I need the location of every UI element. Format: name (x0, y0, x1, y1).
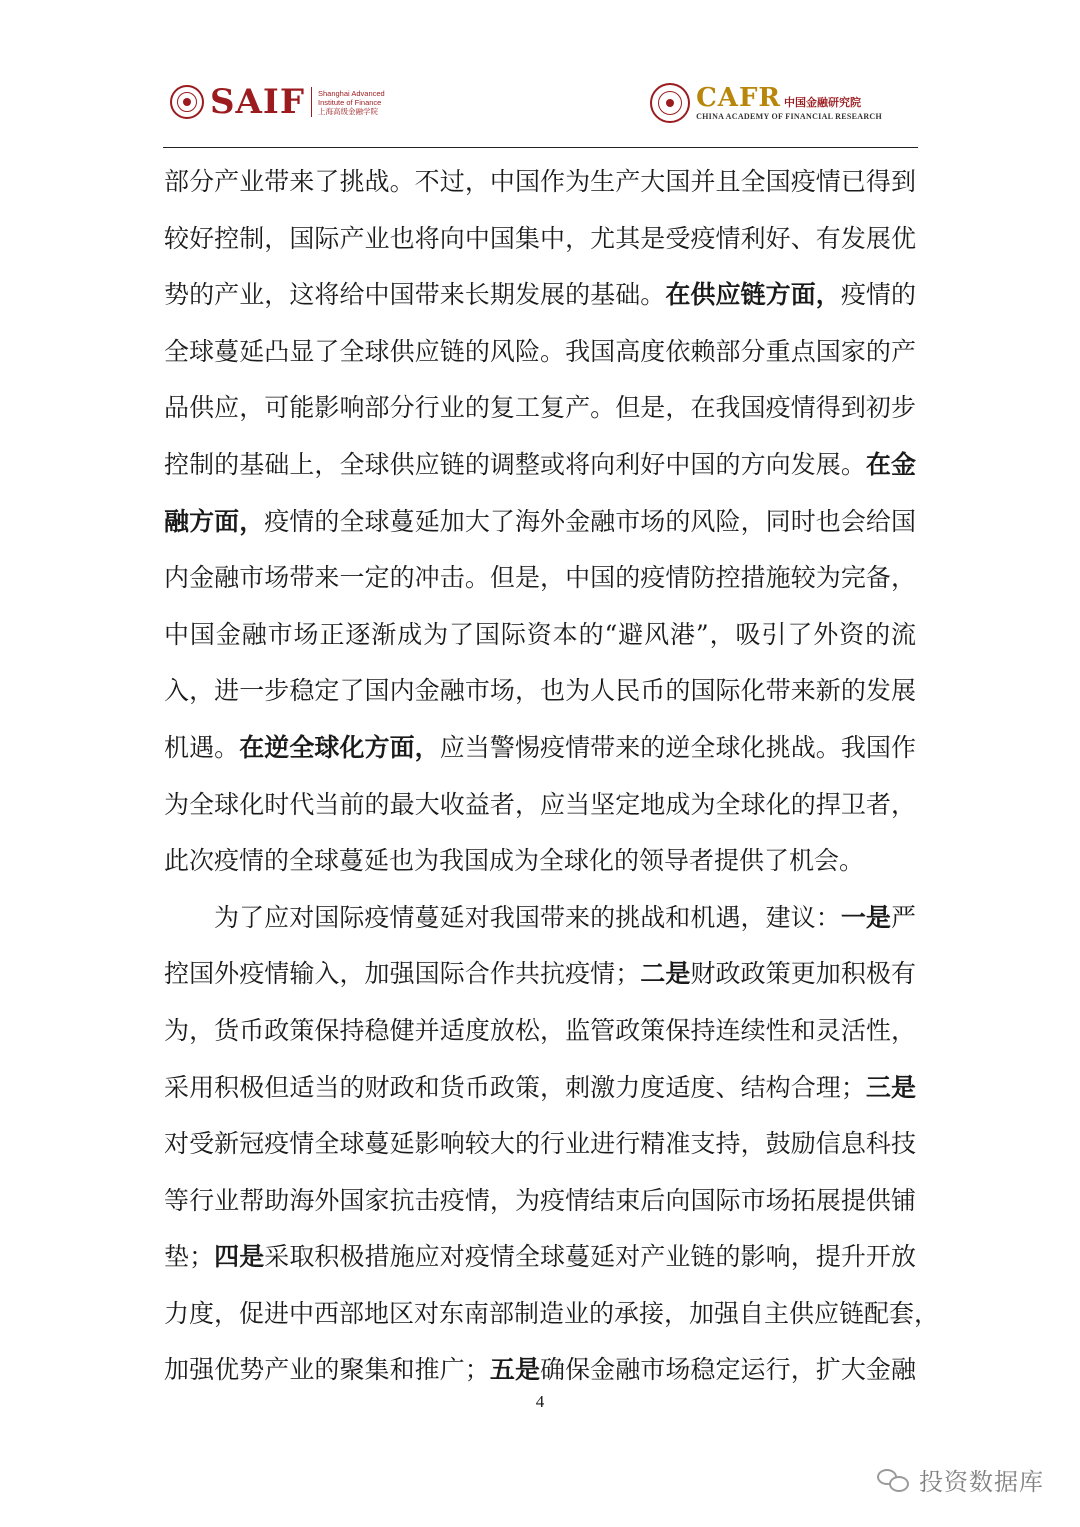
body-text (164, 154, 940, 1399)
text-line (164, 211, 916, 268)
bold-text-segment: 五是 (489, 1355, 541, 1385)
text-segment: 疫情的 (840, 280, 916, 310)
text-line (164, 550, 916, 607)
saif-seal-icon (170, 85, 204, 119)
cafr-logo (650, 83, 882, 123)
text-line (164, 1342, 916, 1399)
text-segment: 力度，促进中西部地区对东南部制造业的承接，加强自主供应链配套， (164, 1298, 940, 1328)
text-segment: 机遇。 (164, 732, 240, 762)
text-segment: 严 (890, 902, 916, 932)
watermark-text: 投资数据库 (919, 1468, 1044, 1496)
bold-text-segment: 二是 (640, 959, 691, 989)
text-line (164, 494, 916, 551)
text-segment: 垫； (164, 1242, 215, 1272)
text-line (164, 1173, 916, 1230)
text-line (164, 1060, 916, 1117)
saif-sub-en-1: Shanghai Advanced (317, 88, 385, 98)
text-segment: 确保金融市场稳定运行，扩大金融 (540, 1355, 916, 1385)
text-line (164, 267, 916, 324)
text-segment: 为，货币政策保持稳健并适度放松，监管政策保持连续性和灵活性， (164, 1015, 916, 1045)
text-line (164, 720, 916, 777)
text-line (164, 1003, 916, 1060)
cafr-name-cn: 中国金融研究院 (784, 96, 862, 109)
text-segment: 采取积极措施应对疫情全球蔓延对产业链的影响，提升开放 (264, 1242, 916, 1272)
text-segment: 对受新冠疫情全球蔓延影响较大的行业进行精准支持，鼓励信息科技 (164, 1129, 916, 1159)
bold-text-segment: 四是 (214, 1242, 265, 1272)
saif-logo (170, 82, 385, 122)
text-segment: 加强优势产业的聚集和推广； (164, 1355, 490, 1385)
text-line (164, 324, 916, 381)
text-line (164, 777, 916, 834)
text-line (164, 946, 916, 1003)
text-line (164, 437, 916, 494)
cafr-name-en: CHINA ACADEMY OF FINANCIAL RESEARCH (696, 112, 882, 121)
cafr-wordmark: CAFR (696, 83, 782, 113)
text-segment: 控制的基础上，全球供应链的调整或将向利好中国的方向发展。 (164, 449, 866, 479)
text-segment: 为全球化时代当前的最大收益者，应当坚定地成为全球化的捍卫者， (164, 789, 916, 819)
text-segment: 应当警惕疫情带来的逆全球化挑战。我国作 (439, 732, 916, 762)
bold-text-segment: 在供应链方面， (665, 280, 841, 310)
watermark (877, 1462, 1044, 1497)
saif-divider (311, 87, 312, 117)
text-line (164, 663, 916, 720)
cafr-seal-icon (650, 83, 690, 123)
text-line (164, 380, 916, 437)
saif-subtitle (318, 89, 385, 116)
text-segment: 控国外疫情输入，加强国际合作共抗疫情； (164, 959, 641, 989)
page-number: 4 (535, 1392, 545, 1411)
text-segment: 品供应，可能影响部分行业的复工复产。但是，在我国疫情得到初步 (164, 393, 916, 423)
page-header (0, 0, 1080, 150)
text-line (164, 607, 916, 664)
text-segment: 入，进一步稳定了国内金融市场，也为人民币的国际化带来新的发展 (164, 676, 916, 706)
saif-wordmark: SAIF (210, 82, 305, 122)
text-line (164, 1116, 916, 1173)
header-rule (163, 147, 918, 148)
text-segment: 采用积极但适当的财政和货币政策，刺激力度适度、结构合理； (164, 1072, 866, 1102)
text-segment: 较好控制，国际产业也将向中国集中，尤其是受疫情利好、有发展优 (164, 223, 916, 253)
saif-sub-cn: 上海高级金融学院 (317, 106, 378, 116)
text-segment: 财政政策更加积极有 (690, 959, 916, 989)
bold-text-segment: 在金 (865, 449, 916, 479)
text-segment: 势的产业，这将给中国带来长期发展的基础。 (164, 280, 666, 310)
text-line (164, 1229, 916, 1286)
text-line (164, 833, 916, 890)
bold-text-segment: 在逆全球化方面， (239, 732, 440, 762)
text-line (164, 1286, 940, 1343)
text-line (164, 890, 916, 947)
text-segment: 中国金融市场正逐渐成为了国际资本的“避风港”，吸引了外资的流 (164, 619, 916, 649)
text-segment: 等行业帮助海外国家抗击疫情，为疫情结束后向国际市场拓展提供铺 (164, 1185, 916, 1215)
bold-text-segment: 一是 (840, 902, 891, 932)
text-segment: 疫情的全球蔓延加大了海外金融市场的风险，同时也会给国 (264, 506, 916, 536)
text-segment: 为了应对国际疫情蔓延对我国带来的挑战和机遇，建议： (214, 902, 841, 932)
text-segment: 全球蔓延凸显了全球供应链的风险。我国高度依赖部分重点国家的产 (164, 336, 916, 366)
wechat-icon (877, 1467, 911, 1493)
bold-text-segment: 融方面， (164, 506, 265, 536)
saif-sub-en-2: Institute of Finance (317, 97, 382, 107)
text-line (164, 154, 916, 211)
bold-text-segment: 三是 (865, 1072, 916, 1102)
text-segment: 部分产业带来了挑战。不过，中国作为生产大国并且全国疫情已得到 (164, 167, 916, 196)
text-segment: 此次疫情的全球蔓延也为我国成为全球化的领导者提供了机会。 (164, 846, 865, 876)
text-segment: 内金融市场带来一定的冲击。但是，中国的疫情防控措施较为完备， (164, 563, 916, 593)
